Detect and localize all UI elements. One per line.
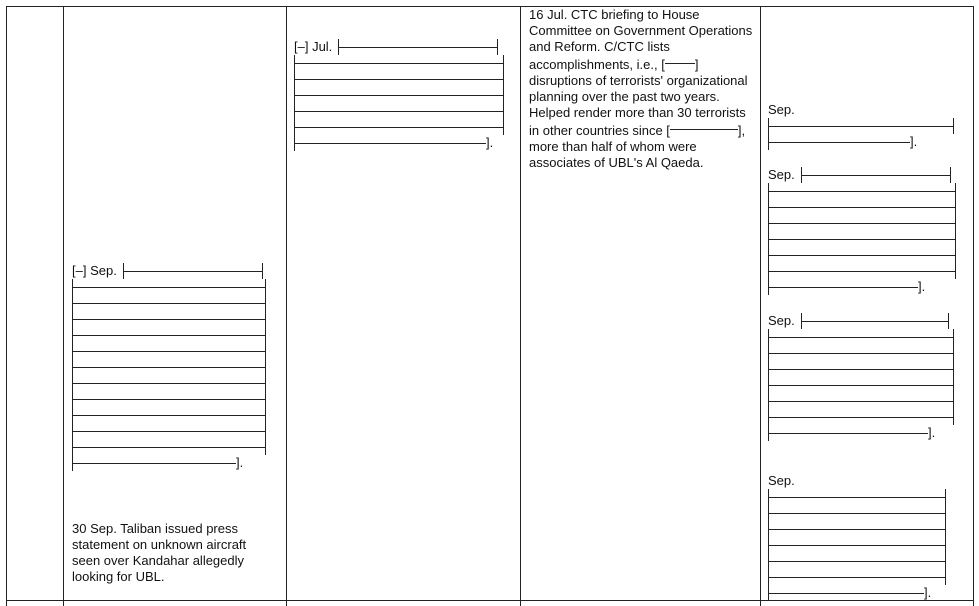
redacted-entry-sep-d — [768, 473, 968, 601]
column-divider-2 — [63, 6, 64, 606]
redaction-bar — [123, 263, 263, 279]
redaction-line — [294, 55, 509, 71]
entry-header — [768, 313, 968, 329]
redaction-line-last — [72, 455, 272, 471]
redacted-entry-sep — [72, 263, 272, 471]
entry-date-prefix: [–] Jul. — [294, 39, 333, 54]
column-divider-3 — [286, 6, 287, 606]
entry-label: Sep. — [768, 313, 795, 328]
redaction-line — [294, 119, 509, 135]
redaction-close: ]. — [236, 455, 244, 470]
redaction-line — [768, 553, 968, 569]
redacted-entry-sep-c — [768, 313, 968, 441]
redaction-bar — [670, 121, 738, 137]
column-divider-6 — [973, 6, 974, 606]
redaction-bar — [338, 39, 498, 55]
redaction-line — [768, 345, 968, 361]
redaction-line — [768, 409, 968, 425]
redaction-line — [72, 311, 272, 327]
redaction-line — [768, 215, 968, 231]
redaction-line — [72, 279, 272, 295]
redacted-entry-sep-b — [768, 167, 968, 295]
ctc-note-text-2: ] disruptions of terrorists' organizational planning over the past two years. Helped render more than 30 terrorists in other countries since [ — [529, 57, 748, 138]
redaction-line — [768, 263, 968, 279]
redaction-bar — [801, 313, 949, 329]
redaction-line — [72, 439, 272, 455]
redaction-line — [768, 183, 968, 199]
redaction-line — [768, 521, 968, 537]
redaction-close: ]. — [928, 425, 936, 440]
redaction-line-last — [768, 279, 968, 295]
redaction-line — [768, 329, 968, 345]
taliban-note — [72, 521, 272, 585]
redaction-line — [768, 231, 968, 247]
redaction-close: ]. — [924, 585, 932, 600]
redaction-line — [72, 359, 272, 375]
redaction-line-last — [768, 134, 968, 150]
redaction-line — [294, 87, 509, 103]
ctc-note-text-3: ], more than half of whom were associates of UBL's Al Qaeda. — [529, 123, 746, 170]
redaction-line — [768, 393, 968, 409]
redaction-line — [72, 295, 272, 311]
redaction-bar — [801, 167, 951, 183]
redaction-line — [72, 391, 272, 407]
redaction-line — [72, 343, 272, 359]
entry-header — [72, 263, 272, 279]
taliban-note-text: 30 Sep. Taliban issued press statement on unknown aircraft seen over Kandahar allegedly looking for UBL. — [72, 521, 247, 584]
redaction-line — [768, 377, 968, 393]
redaction-line — [72, 375, 272, 391]
entry-header — [294, 39, 509, 55]
redaction-line — [768, 489, 968, 505]
column-divider-4 — [520, 6, 521, 606]
column-divider-5 — [760, 6, 761, 606]
redaction-line — [72, 327, 272, 343]
redaction-bar — [665, 55, 695, 71]
column-divider-1 — [6, 6, 7, 606]
redaction-line — [768, 569, 968, 585]
entry-label: Sep. — [768, 167, 795, 182]
redaction-line — [768, 537, 968, 553]
redaction-line — [768, 199, 968, 215]
redacted-entry-jul — [294, 39, 509, 151]
ctc-briefing-note — [529, 7, 755, 171]
redaction-line — [294, 71, 509, 87]
redaction-line — [72, 423, 272, 439]
entry-label: Sep. — [768, 473, 795, 488]
redaction-line-last — [768, 585, 968, 601]
redaction-close: ]. — [910, 134, 918, 149]
table-top-border — [6, 6, 974, 7]
redaction-line-last — [294, 135, 509, 151]
entry-label: Sep. — [768, 102, 795, 117]
redaction-line — [768, 118, 968, 134]
redaction-line — [768, 247, 968, 263]
redaction-line-last — [768, 425, 968, 441]
redaction-line — [768, 505, 968, 521]
redaction-line — [294, 103, 509, 119]
entry-date-prefix: [–] Sep. — [72, 263, 117, 278]
redaction-line — [72, 407, 272, 423]
redaction-close: ]. — [918, 279, 926, 294]
redacted-entry-sep-a — [768, 102, 968, 150]
redaction-line — [768, 361, 968, 377]
entry-header — [768, 167, 968, 183]
redaction-close: ]. — [486, 135, 494, 150]
ctc-note-text-1: 16 Jul. CTC briefing to House Committee on Government Operations and Reform. C/CTC lists accomplishments, i.e., [ — [529, 7, 753, 72]
